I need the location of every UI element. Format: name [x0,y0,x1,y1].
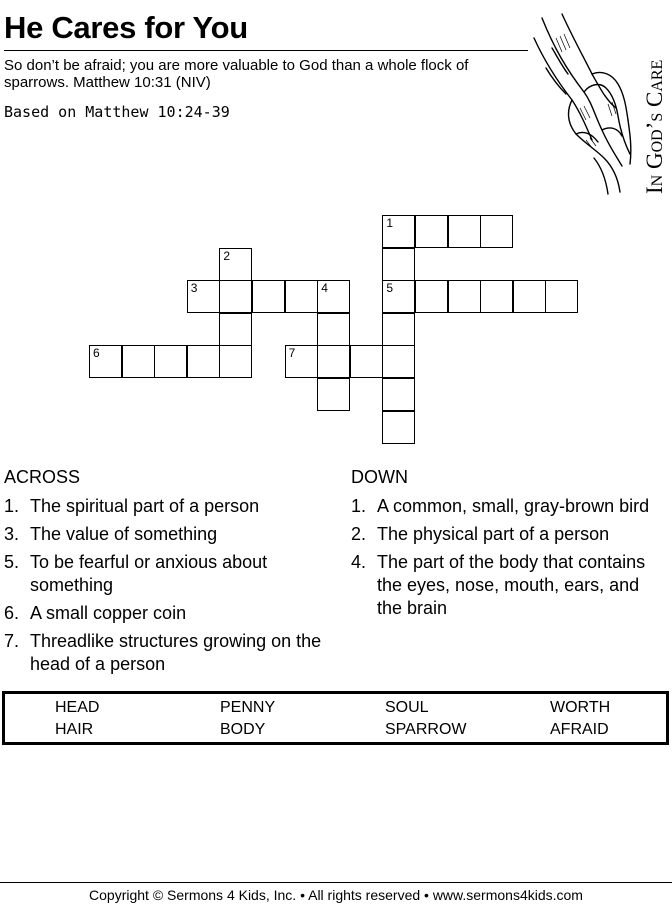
crossword-cell[interactable] [219,248,252,281]
crossword-cell[interactable] [219,280,252,313]
crossword-cell[interactable] [219,313,252,346]
crossword-cell[interactable] [382,378,415,411]
crossword-cell[interactable] [317,378,350,411]
crossword-cell[interactable] [448,280,481,313]
across-clue: 7. Threadlike structures growing on the head of a person [4,631,322,674]
page-title: He Cares for You [4,10,248,45]
word-bank-word: PENNY [220,699,276,716]
crossword-cell[interactable] [513,280,546,313]
crossword-cell[interactable] [317,345,350,378]
clue-number: 2 [223,248,231,263]
crossword-cell[interactable] [382,411,415,444]
word-bank-word: BODY [220,721,266,738]
across-clue: 3. The value of something [4,524,218,544]
clue-number: 6 [93,346,100,361]
crossword-cell[interactable] [317,313,350,346]
memory-verse: So don’t be afraid; you are more valuable to God than a whole flock of sparrows. Matthew 10:31 (NIV) [4,57,469,91]
crossword-cell[interactable] [382,280,415,313]
crossword-cell[interactable] [285,345,318,378]
crossword-cell[interactable] [480,215,513,248]
clue-number: 5 [386,281,394,296]
footer-divider [0,882,672,883]
crossword-cell[interactable] [415,215,448,248]
crossword-cell[interactable] [252,280,285,313]
word-bank [2,691,669,745]
crossword-cell[interactable] [480,280,513,313]
crossword-cell[interactable] [350,345,383,378]
copyright-footer: Copyright © Sermons 4 Kids, Inc. • All rights reserved • www.sermons4kids.com [89,887,583,903]
down-clue: 4. The part of the body that contains the eyes, nose, mouth, ears, and the brain [351,552,646,618]
word-bank-word: HEAD [55,699,100,716]
crossword-cell[interactable] [187,280,220,313]
clue-number: 7 [288,346,296,361]
down-heading: DOWN [351,467,408,487]
crossword-cell[interactable] [382,215,415,248]
word-bank-word: HAIR [55,721,94,738]
crossword-cell[interactable] [219,345,252,378]
title-divider [4,50,528,51]
clue-number: 3 [190,281,198,296]
down-clue: 1. A common, small, gray-brown bird [351,496,650,516]
crossword-cell[interactable] [545,280,578,313]
across-clue: 1. The spiritual part of a person [4,496,260,516]
crossword-cell[interactable] [415,280,448,313]
crossword-cell[interactable] [448,215,481,248]
clue-number: 1 [386,216,394,230]
crossword-cell[interactable] [122,345,155,378]
crossword-cell[interactable] [382,313,415,346]
word-bank-word: AFRAID [550,721,609,738]
across-clue: 5. To be fearful or anxious about something [4,552,268,595]
crossword-cell[interactable] [382,248,415,281]
across-heading: ACROSS [4,467,81,487]
down-clue-list [351,495,669,625]
scripture-reference: Based on Matthew 10:24-39 [4,103,230,121]
praying-hands-illustration [532,8,670,198]
crossword-cell[interactable] [154,345,187,378]
word-bank-word: SOUL [385,699,429,716]
crossword-cell[interactable] [317,280,350,313]
across-clue: 6. A small copper coin [4,603,187,623]
down-clue: 2. The physical part of a person [351,524,610,544]
series-logo-text: In God’s Care [642,59,667,194]
word-bank-word: WORTH [550,699,611,716]
crossword-cell[interactable] [285,280,318,313]
across-clue-list [4,495,324,681]
crossword-cell[interactable] [382,345,415,378]
word-bank-word: SPARROW [385,721,467,738]
clue-number: 4 [321,281,328,296]
crossword-cell[interactable] [89,345,122,378]
crossword-cell[interactable] [187,345,220,378]
